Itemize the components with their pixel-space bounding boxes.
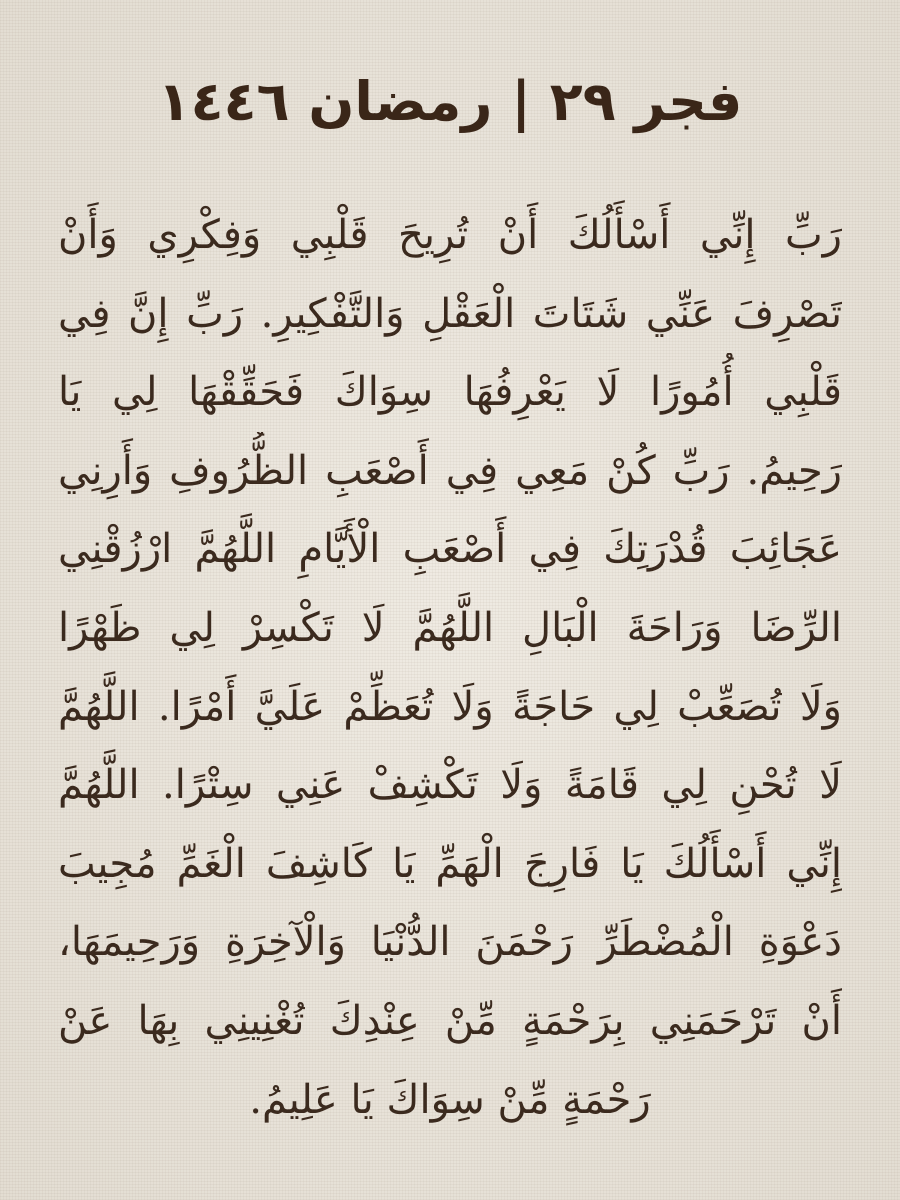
dua-line: قَلْبِي أُمُورًا لَا يَعْرِفُهَا سِوَاكَ فَحَقِّقْهَا لِي يَا: [58, 369, 842, 416]
dua-line: دَعْوَةِ الْمُضْطَرِّ رَحْمَنَ الدُّنْيَا وَالْآخِرَةِ وَرَحِيمَهَا،: [58, 919, 842, 966]
dua-line: تَصْرِفَ عَنِّي شَتَاتَ الْعَقْلِ وَالتَّفْكِيرِ. رَبِّ إِنَّ فِي: [58, 290, 842, 337]
dua-line: الرِّضَا وَرَاحَةَ الْبَالِ اللَّهُمَّ لَا تَكْسِرْ لِي ظَهْرًا: [58, 604, 842, 651]
dua-line: إِنِّي أَسْأَلُكَ يَا فَارِجَ الْهَمِّ يَا كَاشِفَ الْغَمِّ مُجِيبَ: [58, 840, 842, 887]
dua-line: عَجَائِبَ قُدْرَتِكَ فِي أَصْعَبِ الْأَيَّامِ اللَّهُمَّ ارْزُقْنِي: [58, 526, 842, 573]
dua-line-last: رَحْمَةٍ مِّنْ سِوَاكَ يَا عَلِيمُ.: [249, 1076, 651, 1123]
dua-line: لَا تُحْنِ لِي قَامَةً وَلَا تَكْشِفْ عَنِي سِتْرًا. اللَّهُمَّ: [58, 762, 842, 809]
dua-line: وَلَا تُصَعِّبْ لِي حَاجَةً وَلَا تُعَظِّمْ عَلَيَّ أَمْرًا. اللَّهُمَّ: [58, 683, 842, 730]
dua-line: رَبِّ إِنِّي أَسْأَلُكَ أَنْ تُرِيحَ قَلْبِي وَفِكْرِي وَأَنْ: [58, 212, 842, 258]
page-title: فجر ٢٩ | رمضان ١٤٤٦: [157, 70, 743, 133]
dua-line: رَحِيمُ. رَبِّ كُنْ مَعِي فِي أَصْعَبِ الظُّرُوفِ وَأَرِنِي: [58, 447, 842, 494]
dua-body: [58, 196, 842, 1139]
dua-line: أَنْ تَرْحَمَنِي بِرَحْمَةٍ مِّنْ عِنْدِكَ تُغْنِينِي بِهَا عَنْ: [58, 997, 842, 1044]
